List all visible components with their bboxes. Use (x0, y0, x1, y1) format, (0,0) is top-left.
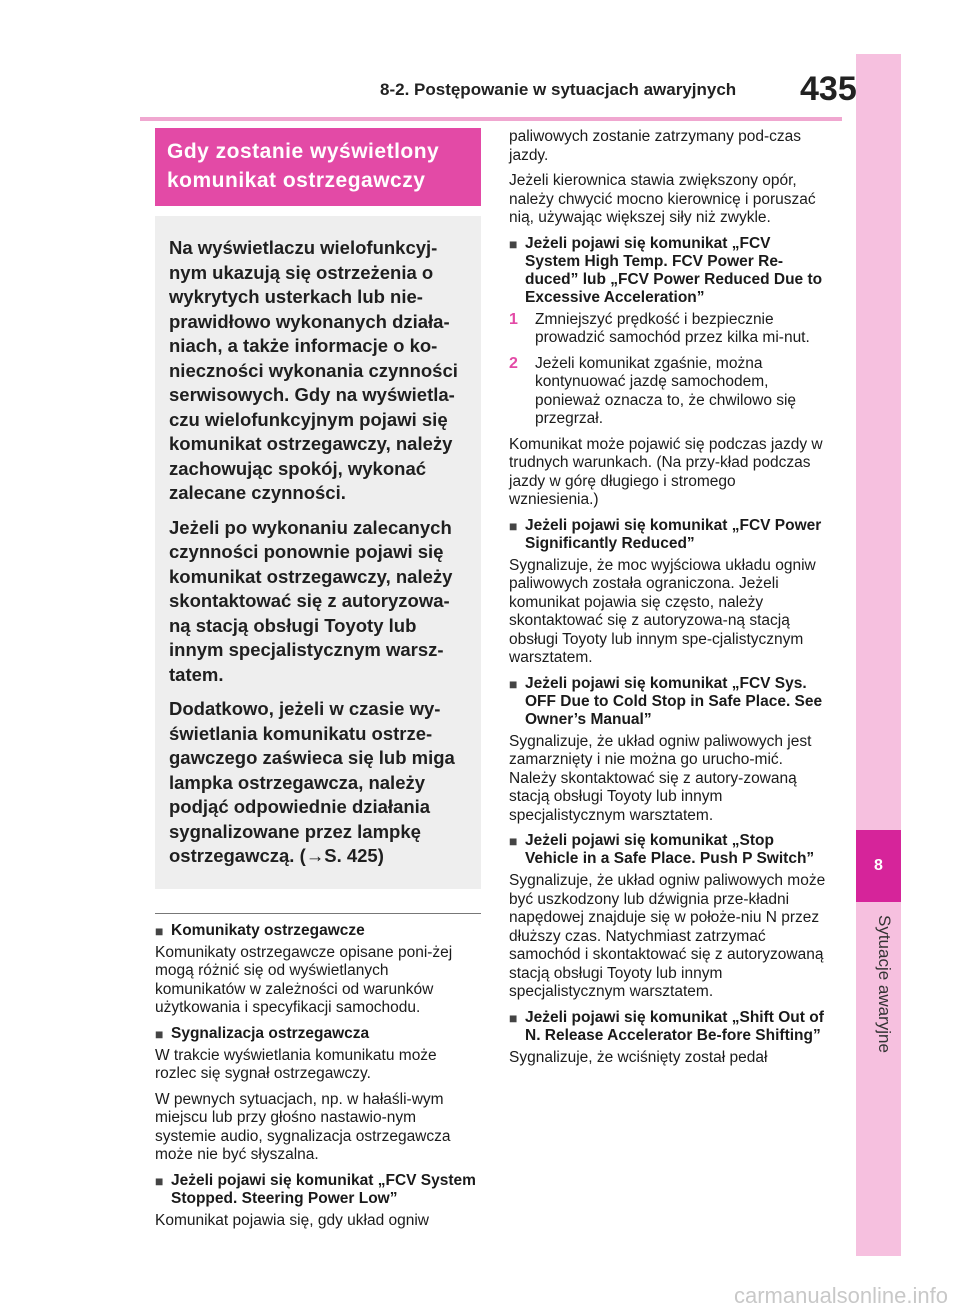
sub-heading (155, 1025, 481, 1043)
sub-heading-text: Sygnalizacja ostrzegawcza (171, 1024, 370, 1042)
sub-heading (155, 1172, 481, 1208)
sub-heading (509, 675, 829, 729)
body-text: W pewnych sytuacjach, np. w hałaśli-wym miejscu lub przy głośno nastawio-nym systemie audio, sygnalizacja ostrzegawcza może nie być słyszalna. (155, 1090, 451, 1163)
sub-heading-text: Jeżeli pojawi się komunikat „FCV Sys. OFF Due to Cold Stop in Safe Place. See Owner’s Manual” (525, 674, 823, 728)
sub-heading-text: Jeżeli pojawi się komunikat „FCV Power Significantly Reduced” (525, 516, 822, 552)
square-bullet-icon: ■ (509, 675, 518, 692)
running-header-title: 8-2. Postępowanie w sytuacjach awaryjnych (380, 80, 737, 99)
numbered-step (509, 355, 829, 429)
square-bullet-icon: ■ (155, 922, 164, 939)
body-text: Jeżeli kierownica stawia zwiększony opór, należy chwycić mocno kierownicę i poruszać nią, używając większej siły niż zwykle. (509, 172, 816, 226)
body-text: Sygnalizuje, że moc wyjściowa układu ogniw paliwowych została ograniczona. Jeżeli komunikat pojawia się często, należy skontaktować się z autoryzowa-ną stacją obsługi Toyoty lub innym spe-cjalistycznym warsztatem. (509, 556, 816, 666)
square-bullet-icon: ■ (509, 833, 518, 849)
section-divider (155, 913, 481, 914)
sub-heading (509, 517, 829, 553)
body-text: Komunikat może pojawić się podczas jazdy w trudnych warunkach. (Na przy-kład podczas jazdy w górę długiego i stromego wzniesienia.) (509, 435, 823, 508)
body-text: Sygnalizuje, że wciśnięty został pedał (509, 1048, 768, 1066)
watermark: carmanualsonline.info (733, 1283, 948, 1308)
sub-heading-text: Jeżeli pojawi się komunikat „FCV System High Temp. FCV Power Re-duced” lub „FCV Power Reduced Due to Excessive Acceleration” (525, 234, 823, 306)
numbered-step (509, 311, 829, 348)
sub-heading (155, 922, 481, 940)
sub-heading (509, 832, 829, 868)
right-column (509, 128, 829, 1074)
step-text: Jeżeli komunikat zgaśnie, można kontynuować jazdę samochodem, ponieważ oznacza to, że chwilowo się przegrzał. (535, 354, 797, 427)
step-number: 1 (509, 310, 518, 328)
body-text: Komunikaty ostrzegawcze opisane poni-żej mogą różnić się od wyświetlanych komunikatów w zależności od warunków użytkowania i specyfikacji samochodu. (155, 943, 453, 1016)
body-text: Komunikat pojawia się, gdy układ ogniw (155, 1211, 429, 1229)
sub-heading (509, 235, 829, 307)
body-text: Sygnalizuje, że układ ogniw paliwowych może być uszkodzony lub dźwignia prze-kładni napędowej znajduje się w położe-niu N przez dłuższy czas. Natychmiast zatrzymać samochód i skontaktować się z autoryzowaną stacją obsługi Toyoty lub innym specjalistycznym warsztatem. (509, 872, 826, 1000)
body-text: W trakcie wyświetlania komunikatu może rozlec się sygnał ostrzegawczy. (155, 1046, 437, 1082)
header-rule (140, 117, 842, 121)
page-number: 435 (800, 70, 857, 108)
step-text: Zmniejszyć prędkość i bezpiecznie prowadzić samochód przez kilka mi-nut. (535, 310, 810, 346)
body-text: paliwowych zostanie zatrzymany pod-czas jazdy. (509, 128, 802, 164)
left-column (155, 128, 481, 1237)
sub-heading-text: Jeżeli pojawi się komunikat „Shift Out of N. Release Accelerator Be-fore Shifting” (525, 1008, 824, 1044)
body-text: Sygnalizuje, że układ ogniw paliwowych jest zamarznięty i nie można go urucho-mić. Należy skontaktować się z autory-zowaną stacją obsługi Toyoty lub innym specjalistycznym warsztatem. (509, 732, 812, 824)
sub-heading (509, 1009, 829, 1045)
square-bullet-icon: ■ (155, 1172, 164, 1189)
step-number: 2 (509, 354, 518, 372)
square-bullet-icon: ■ (509, 1009, 518, 1026)
sub-heading-text: Jeżeli pojawi się komunikat „Stop Vehicle in a Safe Place. Push P Switch” (525, 832, 815, 867)
chapter-side-label: Sytuacje awaryjne (875, 915, 894, 1053)
sub-heading-text: Komunikaty ostrzegawcze (171, 921, 365, 939)
square-bullet-icon: ■ (155, 1025, 164, 1042)
chapter-number-badge: 8 (856, 830, 901, 902)
intro-box (155, 216, 481, 889)
square-bullet-icon: ■ (509, 235, 518, 252)
intro-paragraph: Dodatkowo, jeżeli w czasie wy-świetlania komunikatu ostrze-gawczego zaświeca się lub miga lampka ostrzegawcza, należy podjąć odpowiednie działania sygnalizowane przez lampkę ostrzegawczą. (→S. 425) (169, 698, 455, 866)
square-bullet-icon: ■ (509, 517, 518, 534)
intro-paragraph: Jeżeli po wykonaniu zalecanych czynności ponownie pojawi się komunikat ostrzegawczy, należy skontaktować się z autoryzowa-ną stacją obsługi Toyoty lub innym specjalistycznym warsz-tatem. (169, 516, 453, 685)
sub-heading-text: Jeżeli pojawi się komunikat „FCV System Stopped. Steering Power Low” (171, 1171, 476, 1207)
section-heading: Gdy zostanie wyświetlony komunikat ostrzegawczy (155, 128, 481, 206)
intro-paragraph: Na wyświetlaczu wielofunkcyj-nym ukazują się ostrzeżenia o wykrytych usterkach lub nie-prawidłowo wykonanych działa-niach, a także informacje o ko-nieczności wykonania czynności serwisowych. Gdy na wyświetla-czu wielofunkcyjnym pojawi się komunikat ostrzegawczy, należy zachowując spokój, wykonać zalecane czynności. (169, 237, 458, 503)
